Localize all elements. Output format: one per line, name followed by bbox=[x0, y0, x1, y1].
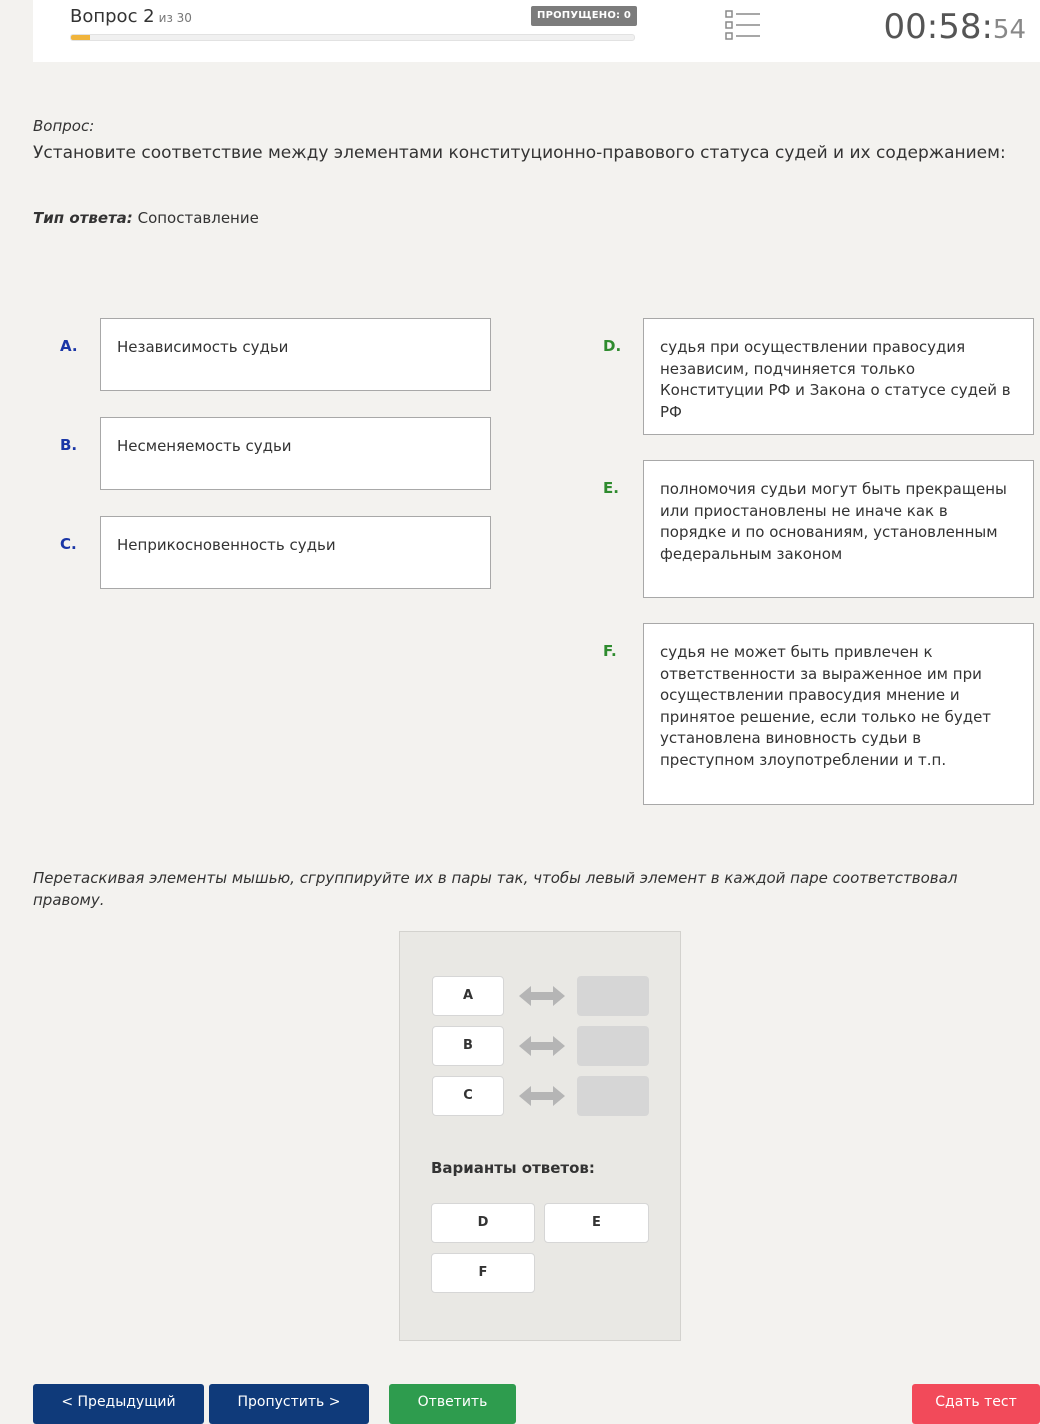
left-item-box: Несменяемость судьи bbox=[100, 417, 491, 490]
pair-chip-b[interactable]: B bbox=[432, 1026, 504, 1066]
right-item-letter: F. bbox=[603, 642, 617, 660]
answer-type-label: Тип ответа: bbox=[33, 209, 133, 227]
double-arrow-icon bbox=[519, 1035, 565, 1057]
progress-bar bbox=[70, 34, 635, 41]
answer-button[interactable]: Ответить bbox=[389, 1384, 516, 1424]
submit-test-button[interactable]: Сдать тест bbox=[912, 1384, 1040, 1424]
instruction-text: Перетаскивая элементы мышью, сгруппируйте их в пары так, чтобы левый элемент в каждой паре соответствовал правому. bbox=[33, 869, 958, 909]
answer-type-value: Сопоставление bbox=[137, 209, 259, 227]
right-item-letter: E. bbox=[603, 479, 619, 497]
top-bar bbox=[33, 0, 1040, 62]
double-arrow-icon bbox=[519, 1085, 565, 1107]
skip-button[interactable]: Пропустить > bbox=[209, 1384, 369, 1424]
question-number: Вопрос 2 bbox=[70, 6, 155, 27]
variant-chip-d[interactable]: D bbox=[431, 1203, 535, 1243]
variant-chip-f[interactable]: F bbox=[431, 1253, 535, 1293]
left-item-letter: B. bbox=[60, 436, 78, 454]
right-item-letter: D. bbox=[603, 337, 622, 355]
drop-slot[interactable] bbox=[577, 1076, 649, 1116]
list-icon[interactable] bbox=[725, 9, 761, 41]
variants-label: Варианты ответов: bbox=[431, 1159, 595, 1177]
left-item-box: Неприкосновенность судьи bbox=[100, 516, 491, 589]
question-total: из 30 bbox=[158, 11, 192, 25]
timer bbox=[883, 7, 1026, 47]
left-item-letter: C. bbox=[60, 535, 77, 553]
prev-button[interactable]: < Предыдущий bbox=[33, 1384, 204, 1424]
drop-slot[interactable] bbox=[577, 976, 649, 1016]
timer-main: 00:58: bbox=[883, 7, 993, 47]
left-item-letter: A. bbox=[60, 337, 78, 355]
pair-chip-c[interactable]: C bbox=[432, 1076, 504, 1116]
question-label: Вопрос: bbox=[33, 117, 95, 135]
right-item-box: судья не может быть привлечен к ответственности за выраженное им при осуществлении правосудия мнение и принятое решение, если только не будет установлена виновность судьи в преступном злоупотреблении и т.п. bbox=[643, 623, 1034, 805]
question-counter bbox=[70, 6, 192, 27]
left-item-box: Независимость судьи bbox=[100, 318, 491, 391]
pair-chip-a[interactable]: A bbox=[432, 976, 504, 1016]
progress-fill bbox=[71, 35, 90, 40]
answer-type bbox=[33, 209, 259, 227]
double-arrow-icon bbox=[519, 985, 565, 1007]
drop-slot[interactable] bbox=[577, 1026, 649, 1066]
variant-chip-e[interactable]: E bbox=[544, 1203, 649, 1243]
skipped-badge: ПРОПУЩЕНО: 0 bbox=[531, 6, 637, 26]
right-item-box: судья при осуществлении правосудия независим, подчиняется только Конституции РФ и Закона о статусе судей в РФ bbox=[643, 318, 1034, 435]
timer-seconds: 54 bbox=[992, 15, 1026, 45]
right-item-box: полномочия судьи могут быть прекращены или приостановлены не иначе как в порядке и по основаниям, установленным федеральным законом bbox=[643, 460, 1034, 598]
matching-panel bbox=[399, 931, 681, 1341]
question-text: Установите соответствие между элементами конституционно-правового статуса судей и их содержанием: bbox=[33, 143, 1006, 163]
